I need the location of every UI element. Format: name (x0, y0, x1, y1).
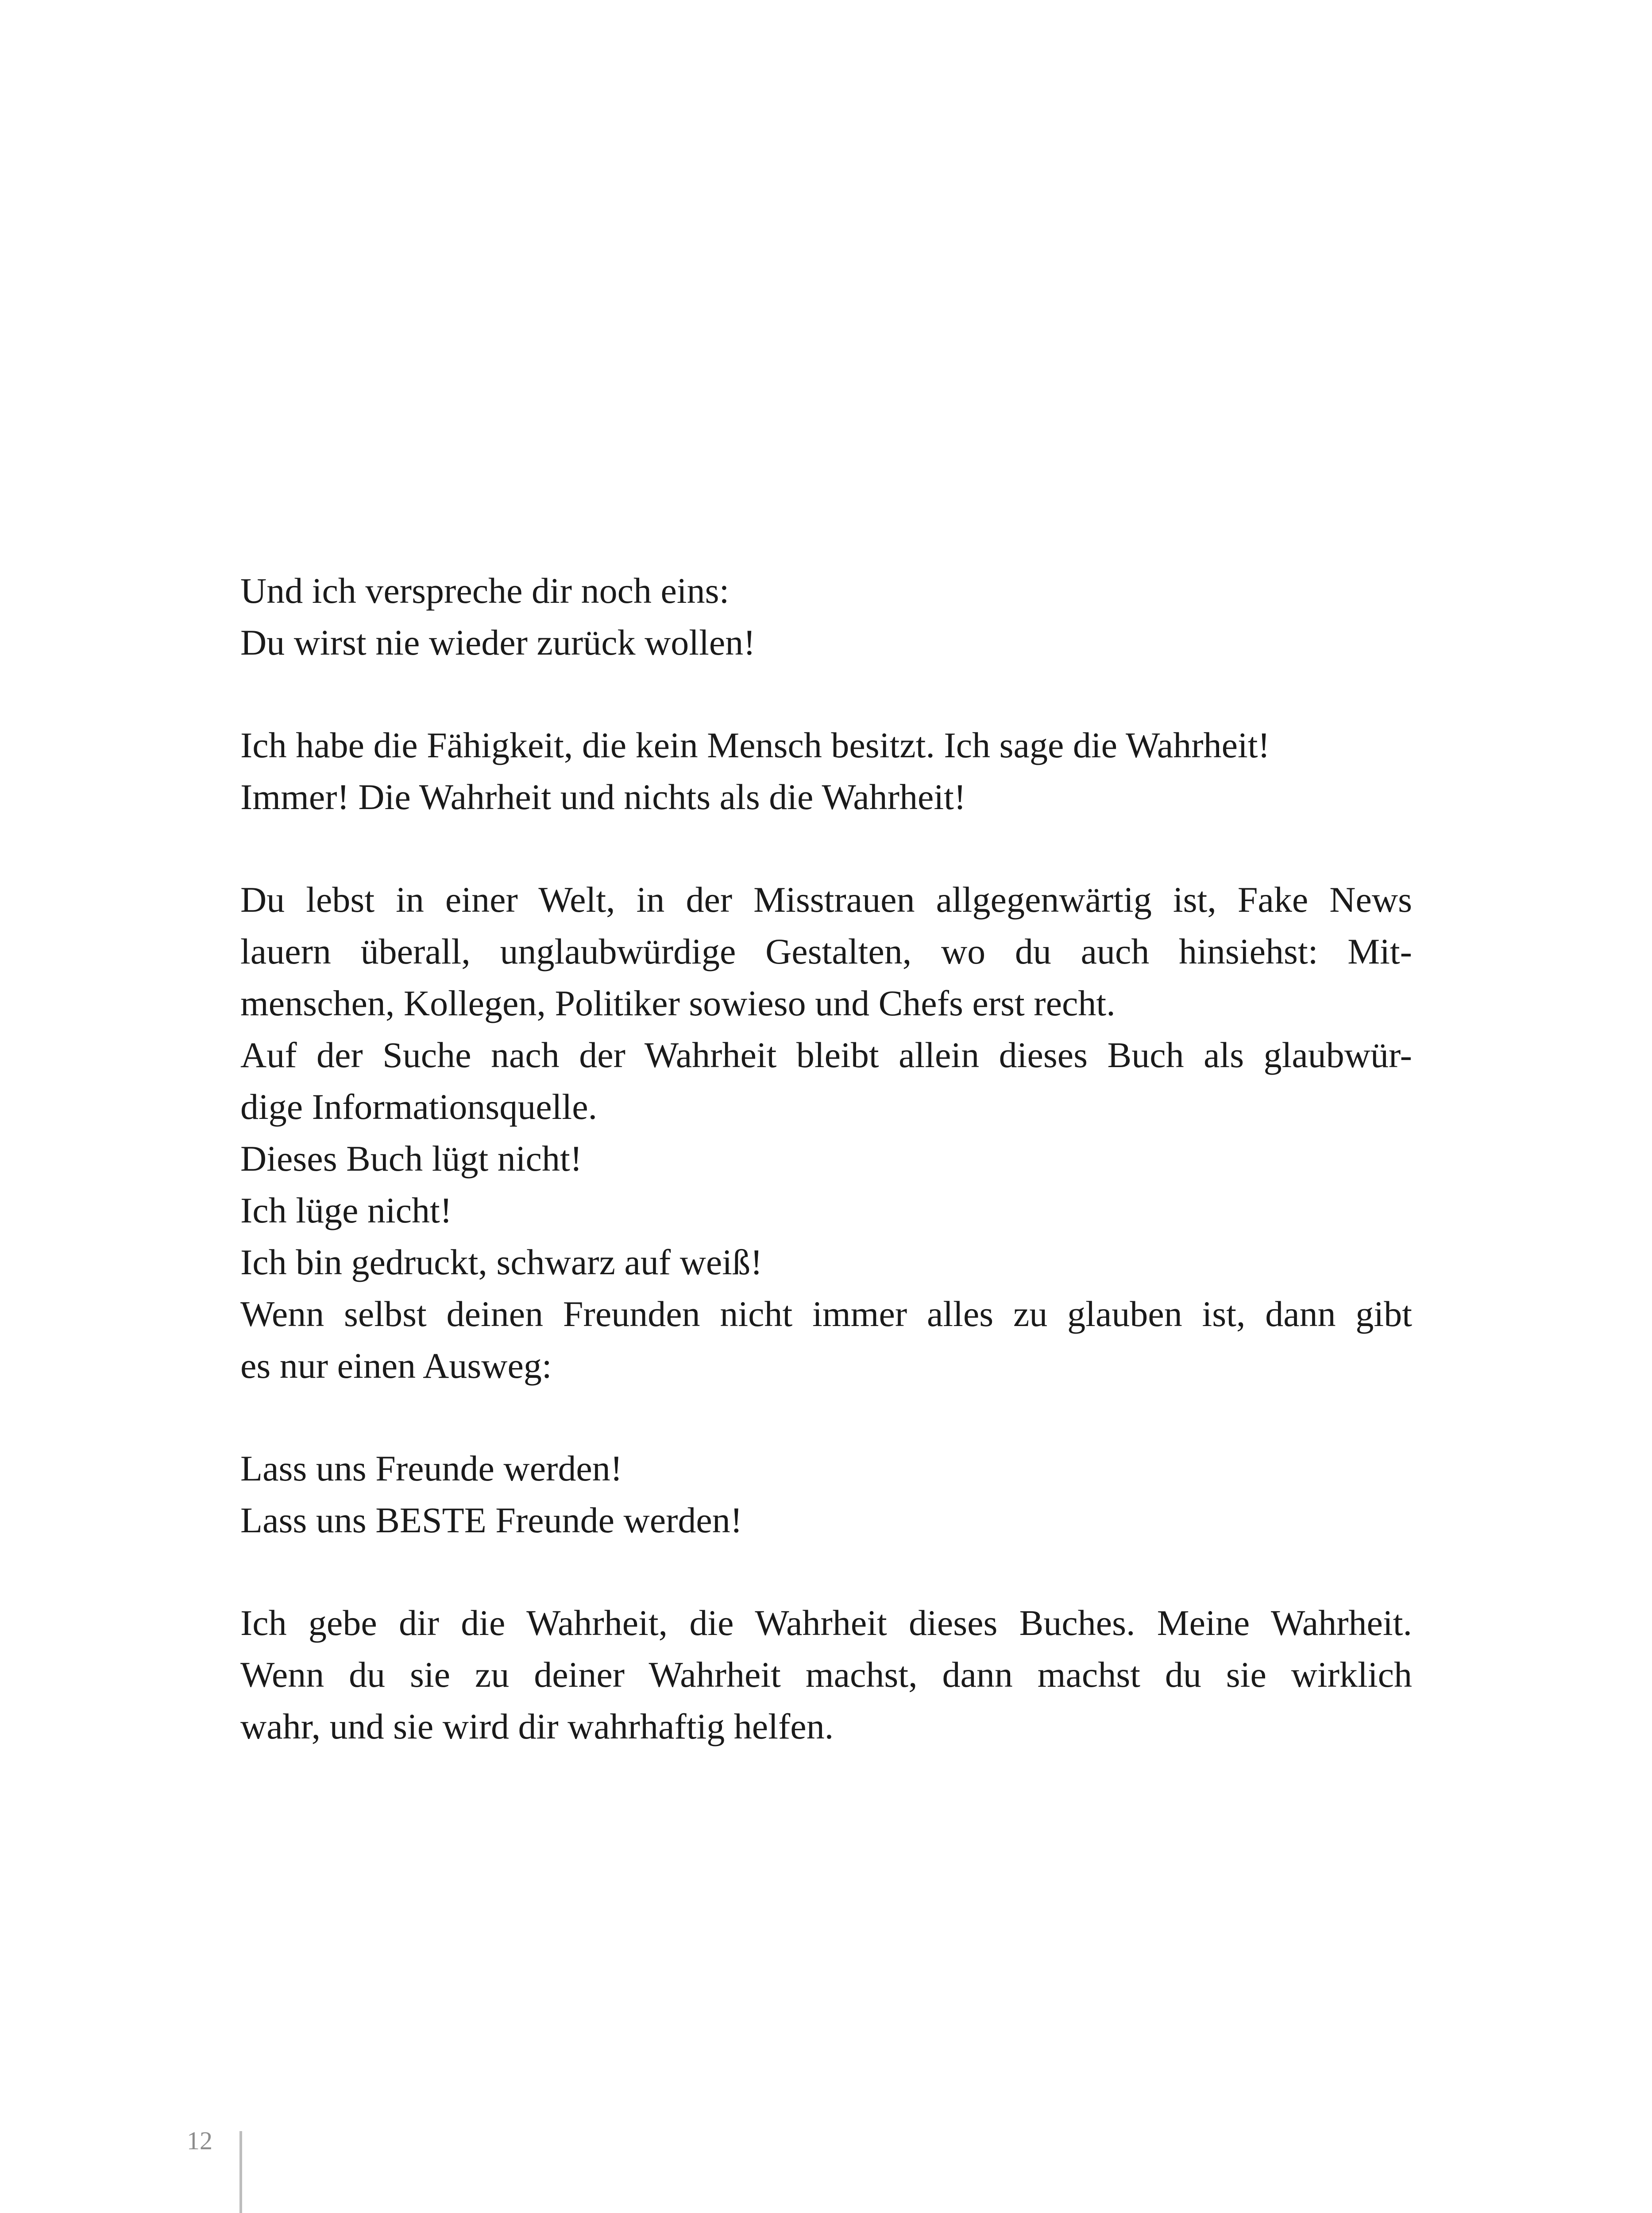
text-line: lauern überall, unglaubwürdige Gestalten, wo du auch hinsiehst: Mit- (240, 931, 1412, 972)
text-line: wahr, und sie wird dir wahrhaftig helfen. (240, 1706, 834, 1746)
page-number: 12 (187, 2126, 212, 2155)
text-line: Immer! Die Wahrheit und nichts als die Wahrheit! (240, 777, 966, 817)
text-line: Dieses Buch lügt nicht! (240, 1138, 583, 1179)
text-line: Lass uns BESTE Freunde werden! (240, 1500, 743, 1540)
text-line: Du lebst in einer Welt, in der Misstrauen allgegenwärtig ist, Fake News (240, 879, 1412, 920)
text-line: dige Informationsquelle. (240, 1087, 598, 1127)
text-line: Auf der Suche nach der Wahrheit bleibt allein dieses Buch als glaubwür- (240, 1035, 1412, 1075)
page-margin-rule (239, 2131, 242, 2213)
paragraph-3 (240, 874, 1412, 1392)
text-line: menschen, Kollegen, Politiker sowieso und Chefs erst recht. (240, 983, 1115, 1023)
paragraph-4 (240, 1442, 1412, 1546)
text-line: Lass uns Freunde werden! (240, 1448, 623, 1488)
paragraph-5 (240, 1597, 1412, 1752)
text-line: Und ich verspreche dir noch eins: (240, 571, 730, 611)
text-line: Wenn du sie zu deiner Wahrheit machst, dann machst du sie wirklich (240, 1654, 1412, 1695)
paragraph-1 (240, 565, 1412, 668)
text-line: Ich habe die Fähigkeit, die kein Mensch besitzt. Ich sage die Wahrheit! (240, 725, 1270, 765)
paragraph-2 (240, 719, 1412, 823)
text-line: Ich lüge nicht! (240, 1190, 452, 1230)
text-line: Du wirst nie wieder zurück wollen! (240, 622, 756, 663)
text-line: Ich gebe dir die Wahrheit, die Wahrheit dieses Buches. Meine Wahrheit. (240, 1603, 1412, 1643)
text-line: es nur einen Ausweg: (240, 1346, 552, 1386)
text-line: Wenn selbst deinen Freunden nicht immer alles zu glauben ist, dann gibt (240, 1294, 1412, 1334)
text-line: Ich bin gedruckt, schwarz auf weiß! (240, 1242, 763, 1282)
body-text (240, 565, 1412, 1752)
